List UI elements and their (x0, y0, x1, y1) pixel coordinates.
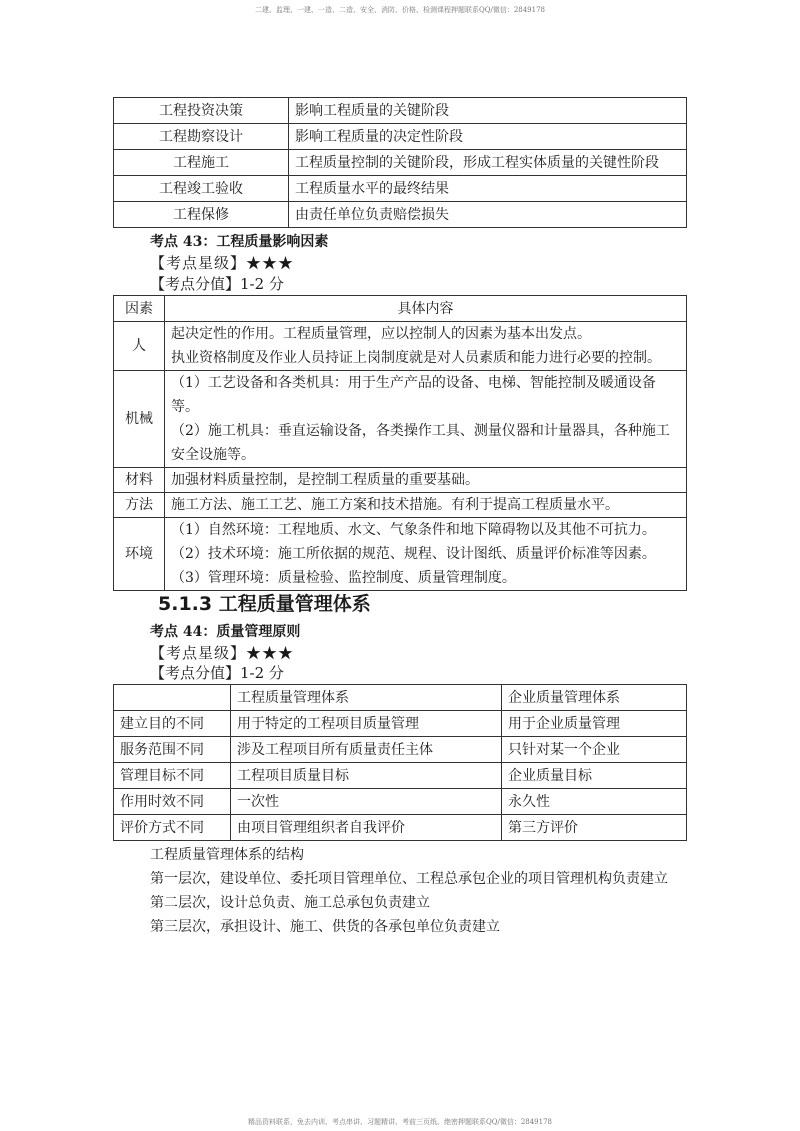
kp44-stars: 【考点星级】★★★ (150, 644, 295, 662)
quality-factor-table (113, 295, 687, 591)
content-line: 加强材料质量控制，是控制工程质量的重要基础。 (171, 472, 479, 488)
factor-content (165, 468, 687, 493)
enterprise-system-cell: 只针对某一个企业 (502, 737, 687, 763)
content-line: （1）自然环境：工程地质、水文、气象条件和地下障碍物以及其他不可抗力。 (171, 522, 656, 538)
content-line: （3）管理环境：质量检验、监控制度、质量管理制度。 (171, 570, 516, 586)
factor-cell: 人 (114, 322, 165, 371)
footer-watermark: 精品资料联系，免去内训、考点串讲、习题精讲、考前三页纸、绝密押题联系QQ/微信：2849178 (247, 1118, 552, 1126)
factor-cell: 方法 (114, 493, 165, 518)
header-factor: 因素 (114, 296, 165, 322)
table-row (114, 711, 687, 737)
project-system-cell: 工程项目质量目标 (231, 763, 502, 789)
row-label: 建立目的不同 (114, 711, 231, 737)
factor-cell: 环境 (114, 518, 165, 591)
content-line: 执业资格制度及作业人员持证上岗制度就是对人员素质和能力进行必要的控制。 (171, 350, 661, 366)
project-system-cell: 一次性 (231, 789, 502, 815)
table-row (114, 202, 687, 228)
factor-content (165, 371, 687, 468)
table-row (114, 124, 687, 150)
table-header-row (114, 296, 687, 322)
factor-content (165, 518, 687, 591)
enterprise-system-cell: 用于企业质量管理 (502, 711, 687, 737)
table-row (114, 737, 687, 763)
factor-cell: 材料 (114, 468, 165, 493)
factor-content (165, 322, 687, 371)
content-line: 施工方法、施工工艺、施工方案和技术措施。有利于提高工程质量水平。 (171, 497, 619, 513)
table-header-row (114, 685, 687, 711)
stage-desc-cell: 影响工程质量的关键阶段 (289, 98, 687, 124)
content-line: 起决定性的作用。工程质量管理，应以控制人的因素为基本出发点。 (171, 326, 591, 342)
table-row (114, 763, 687, 789)
row-label: 作用时效不同 (114, 789, 231, 815)
table-row (114, 493, 687, 518)
header-watermark: 二建、监理、一建、一造、二造、安全、消防、价格、检测课程押题联系QQ/微信：2849178 (254, 6, 545, 14)
enterprise-system-cell: 永久性 (502, 789, 687, 815)
project-system-cell: 由项目管理组织者自我评价 (231, 815, 502, 841)
enterprise-system-cell: 企业质量目标 (502, 763, 687, 789)
table-row (114, 150, 687, 176)
kp43-score: 【考点分值】1-2 分 (150, 275, 284, 293)
structure-line: 第三层次，承担设计、施工、供货的各承包单位负责建立 (150, 919, 500, 935)
quality-system-table (113, 684, 687, 841)
stage-desc-cell: 由责任单位负责赔偿损失 (289, 202, 687, 228)
table-row (114, 468, 687, 493)
stage-desc-cell: 工程质量水平的最终结果 (289, 176, 687, 202)
header-cell: 工程质量管理体系 (231, 685, 502, 711)
table-row (114, 176, 687, 202)
table-row (114, 815, 687, 841)
section-title: 5.1.3 工程质量管理体系 (158, 593, 371, 615)
table-row (114, 371, 687, 468)
header-cell (114, 685, 231, 711)
content-line: 安全设施等。 (171, 447, 255, 463)
content-line: （2）技术环境：施工所依据的规范、规程、设计图纸、质量评价标准等因素。 (171, 546, 656, 562)
header-cell: 企业质量管理体系 (502, 685, 687, 711)
kp43-title: 考点 43：工程质量影响因素 (150, 234, 329, 250)
stage-cell: 工程竣工验收 (114, 176, 289, 202)
enterprise-system-cell: 第三方评价 (502, 815, 687, 841)
table-row (114, 322, 687, 371)
content-line: （2）施工机具：垂直运输设备，各类操作工具、测量仪器和计量器具，各种施工 (171, 423, 670, 439)
stage-desc-cell: 工程质量控制的关键阶段，形成工程实体质量的关键性阶段 (289, 150, 687, 176)
structure-title: 工程质量管理体系的结构 (150, 847, 304, 863)
structure-line: 第一层次，建设单位、委托项目管理单位、工程总承包企业的项目管理机构负责建立 (150, 871, 668, 887)
kp44-title: 考点 44：质量管理原则 (150, 624, 301, 640)
row-label: 管理目标不同 (114, 763, 231, 789)
content-line: （1）工艺设备和各类机具：用于生产产品的设备、电梯、智能控制及暖通设备等。 (171, 375, 656, 415)
stage-desc-cell: 影响工程质量的决定性阶段 (289, 124, 687, 150)
project-stage-table (113, 97, 687, 228)
table-row (114, 518, 687, 591)
stage-cell: 工程勘察设计 (114, 124, 289, 150)
table-row (114, 98, 687, 124)
stage-cell: 工程投资决策 (114, 98, 289, 124)
row-label: 服务范围不同 (114, 737, 231, 763)
factor-content (165, 493, 687, 518)
kp44-score: 【考点分值】1-2 分 (150, 664, 284, 682)
structure-line: 第二层次，设计总负责、施工总承包负责建立 (150, 895, 430, 911)
factor-cell: 机械 (114, 371, 165, 468)
stage-cell: 工程保修 (114, 202, 289, 228)
project-system-cell: 用于特定的工程项目质量管理 (231, 711, 502, 737)
stage-cell: 工程施工 (114, 150, 289, 176)
kp43-stars: 【考点星级】★★★ (150, 254, 295, 272)
header-content: 具体内容 (165, 296, 687, 322)
row-label: 评价方式不同 (114, 815, 231, 841)
table-row (114, 789, 687, 815)
project-system-cell: 涉及工程项目所有质量责任主体 (231, 737, 502, 763)
